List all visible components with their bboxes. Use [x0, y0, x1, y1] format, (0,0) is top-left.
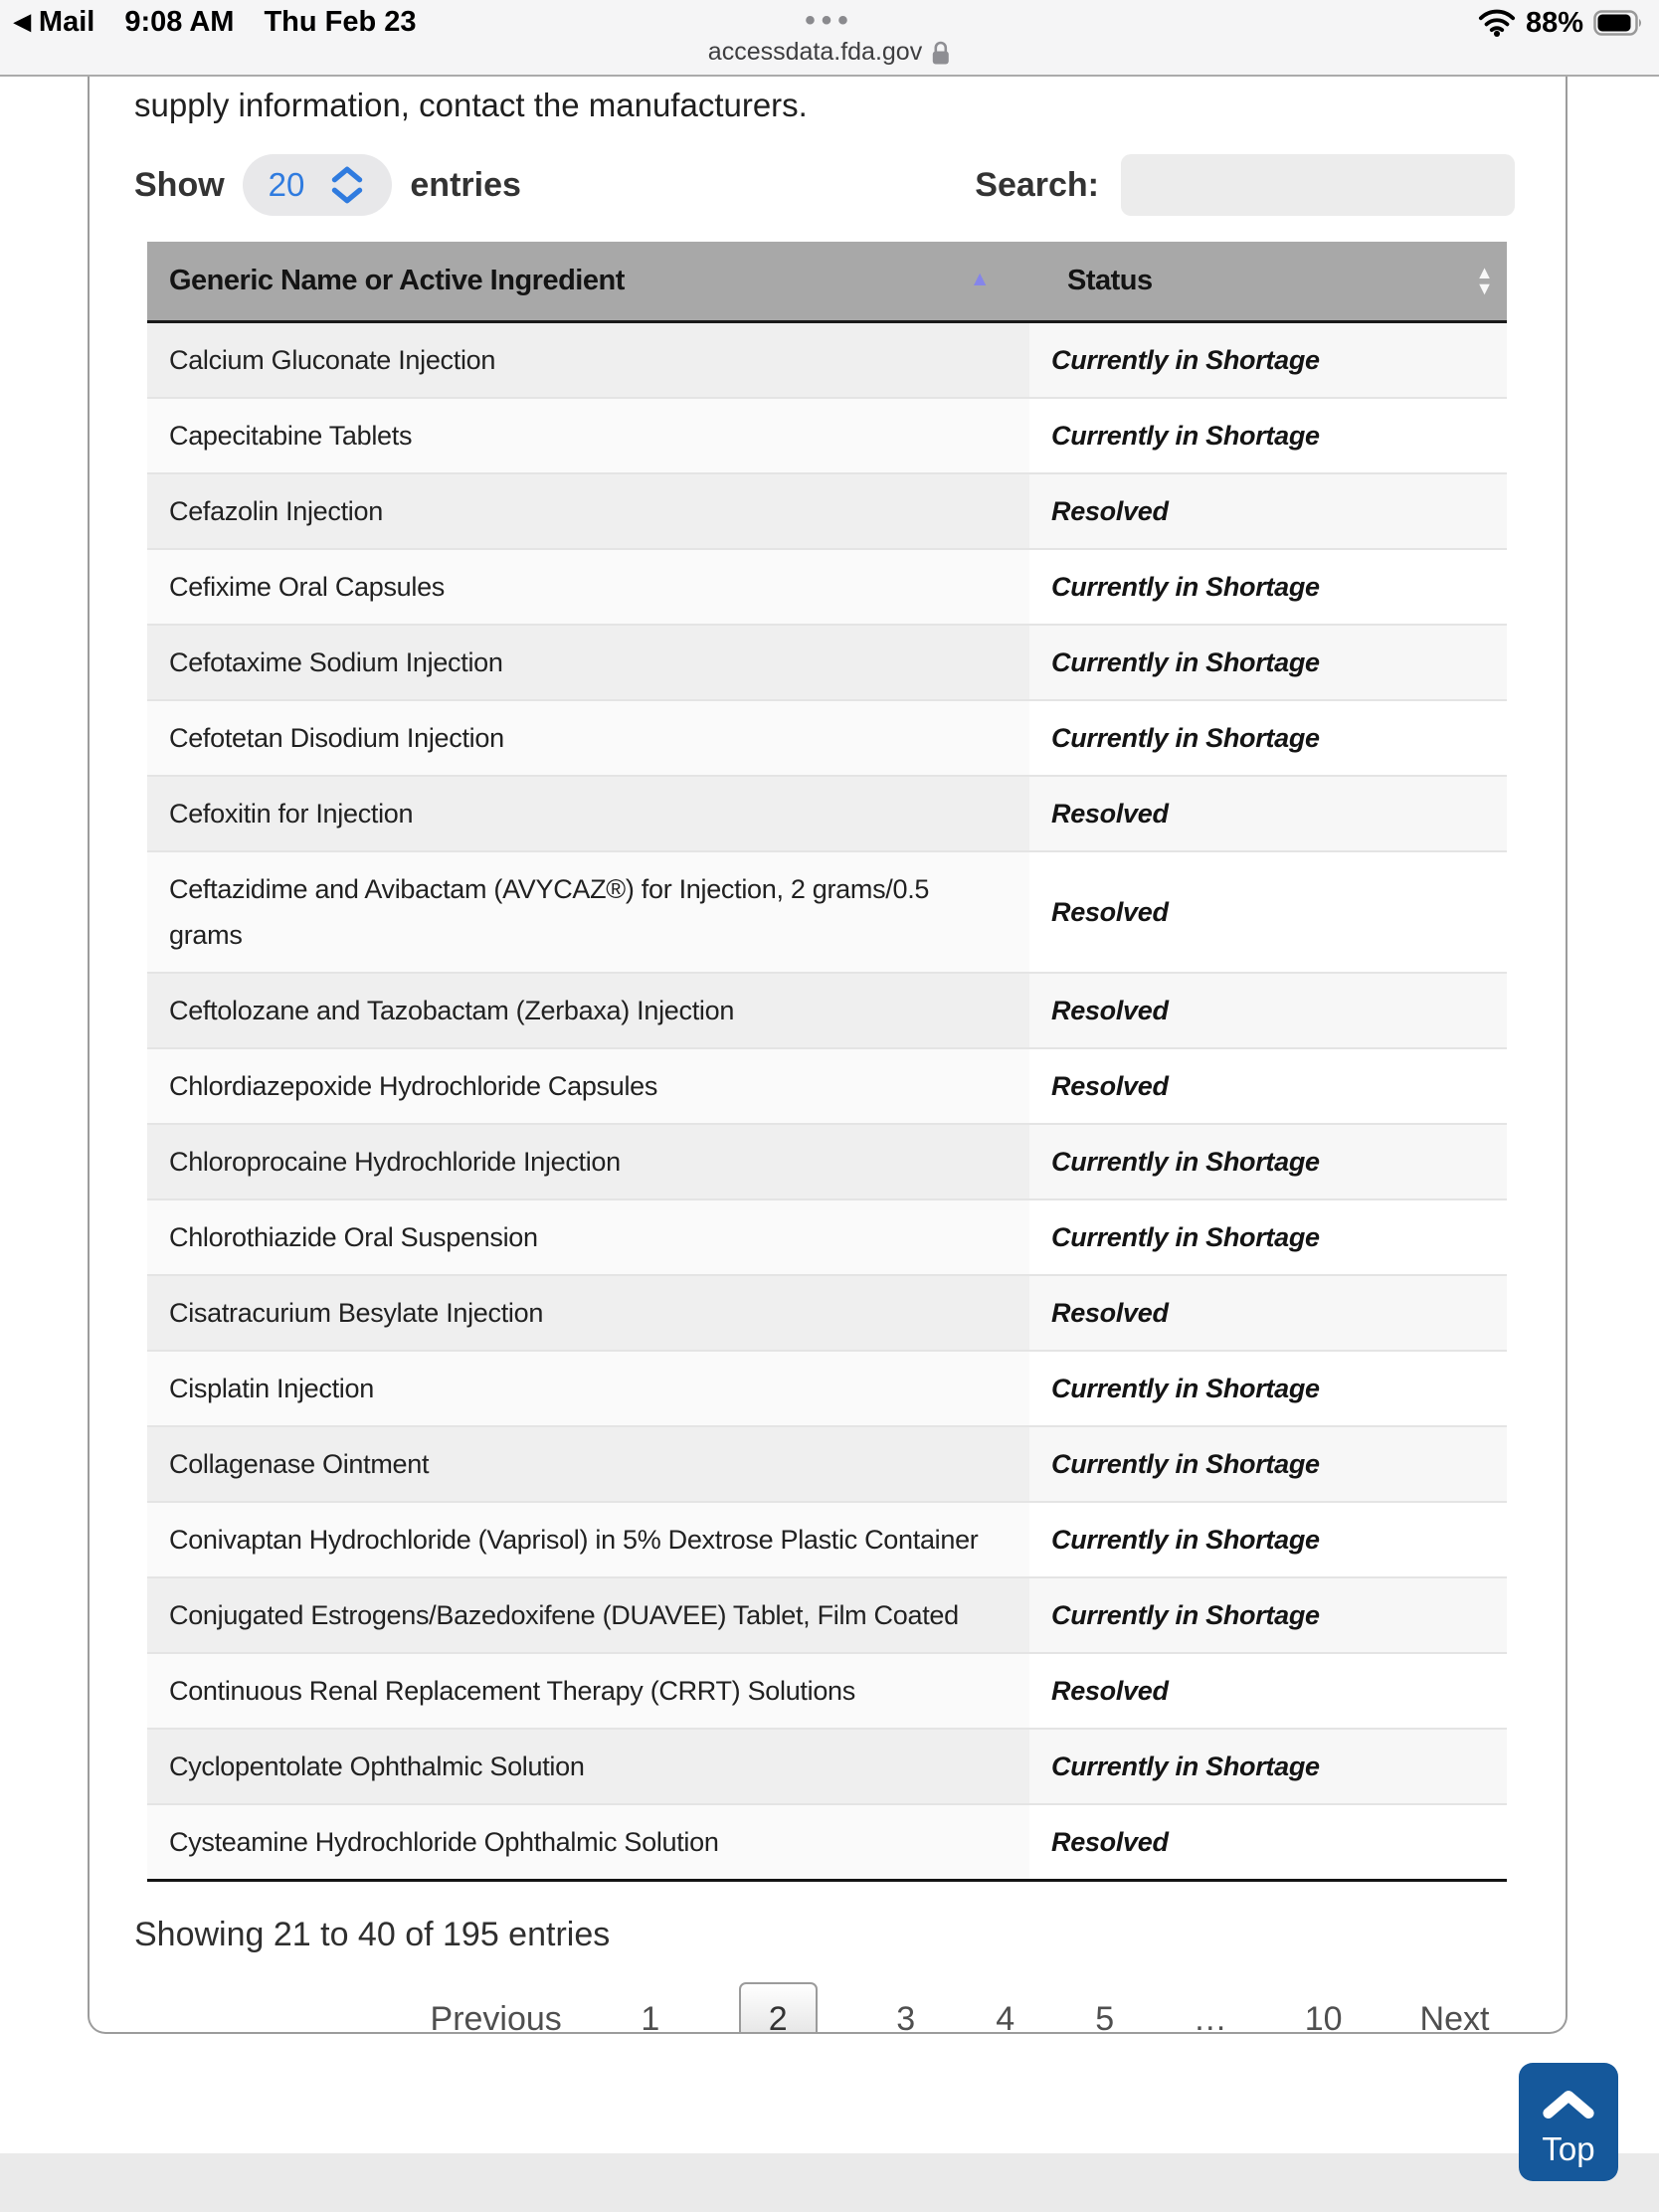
status-cell: Currently in Shortage: [1029, 1426, 1507, 1502]
table-row: [147, 700, 1507, 776]
table-row: [147, 1124, 1507, 1199]
top-button-label: Top: [1542, 2130, 1595, 2167]
drug-name-cell: Cefoxitin for Injection: [147, 776, 1029, 851]
search-input[interactable]: [1121, 154, 1515, 216]
shortage-table: [147, 242, 1507, 1882]
status-bar: [0, 0, 1659, 77]
status-cell: Currently in Shortage: [1029, 1124, 1507, 1199]
pagination: [222, 1982, 1567, 2035]
url-bar[interactable]: [708, 38, 951, 67]
table-row: [147, 473, 1507, 549]
page-size-group: [134, 154, 521, 216]
table-row: [147, 1199, 1507, 1275]
page-number-button[interactable]: 1: [641, 1999, 660, 2034]
page-number-button[interactable]: 3: [896, 1999, 916, 2034]
page-number-button[interactable]: …: [1193, 1999, 1227, 2034]
sort-both-icon: ▲ ▼: [1475, 263, 1493, 299]
drug-name-cell: Conivaptan Hydrochloride (Vaprisol) in 5% Dextrose Plastic Container: [147, 1502, 1029, 1577]
table-row: [147, 1653, 1507, 1729]
drug-name-cell: Calcium Gluconate Injection: [147, 321, 1029, 398]
drug-name-cell: Cefixime Oral Capsules: [147, 549, 1029, 625]
status-cell: Resolved: [1029, 1048, 1507, 1124]
drug-name-cell: Cefotetan Disodium Injection: [147, 700, 1029, 776]
table-row: [147, 321, 1507, 398]
table-row: [147, 1804, 1507, 1881]
page-number-button[interactable]: 2: [739, 1982, 818, 2035]
show-label: Show: [134, 165, 225, 204]
column-header-generic-name[interactable]: Generic Name or Active Ingredient ▲: [147, 242, 1029, 321]
page-number-list: [640, 1982, 1343, 2035]
status-cell: Currently in Shortage: [1029, 1577, 1507, 1653]
sort-ascending-icon: ▲: [969, 268, 990, 291]
status-cell: Currently in Shortage: [1029, 1351, 1507, 1426]
status-cell: Currently in Shortage: [1029, 549, 1507, 625]
drug-name-cell: Chloroprocaine Hydrochloride Injection: [147, 1124, 1029, 1199]
chevron-up-icon: [1540, 2087, 1597, 2120]
content-card: [88, 77, 1567, 2034]
table-row: [147, 1351, 1507, 1426]
drug-name-cell: Cefazolin Injection: [147, 473, 1029, 549]
drug-name-cell: Ceftazidime and Avibactam (AVYCAZ®) for Injection, 2 grams/0.5 grams: [147, 851, 1029, 973]
back-arrow-icon: ◀: [14, 9, 31, 34]
drug-name-cell: Chlordiazepoxide Hydrochloride Capsules: [147, 1048, 1029, 1124]
status-bar-right: [1478, 6, 1643, 40]
wifi-icon: [1478, 8, 1516, 38]
status-cell: Resolved: [1029, 1653, 1507, 1729]
drug-name-cell: Cisatracurium Besylate Injection: [147, 1275, 1029, 1351]
search-group: [975, 154, 1515, 216]
drug-name-cell: Ceftolozane and Tazobactam (Zerbaxa) Injection: [147, 973, 1029, 1048]
table-row: [147, 1577, 1507, 1653]
date-label: Thu Feb 23: [264, 5, 417, 38]
status-cell: Currently in Shortage: [1029, 1729, 1507, 1804]
drug-name-cell: Capecitabine Tablets: [147, 398, 1029, 473]
status-cell: Currently in Shortage: [1029, 625, 1507, 700]
drug-name-cell: Conjugated Estrogens/Bazedoxifene (DUAVEE) Tablet, Film Coated: [147, 1577, 1029, 1653]
table-row: [147, 398, 1507, 473]
entries-label: entries: [410, 165, 521, 204]
table-row: [147, 973, 1507, 1048]
page-number-button[interactable]: 5: [1095, 1999, 1115, 2034]
status-cell: Currently in Shortage: [1029, 398, 1507, 473]
drug-name-cell: Chlorothiazide Oral Suspension: [147, 1199, 1029, 1275]
tab-overview-dots[interactable]: •••: [805, 4, 854, 37]
page-number-button[interactable]: 10: [1304, 1999, 1343, 2034]
table-row: [147, 549, 1507, 625]
table-row: [147, 625, 1507, 700]
battery-icon: [1593, 10, 1643, 36]
back-app-label: Mail: [38, 5, 95, 38]
status-cell: Currently in Shortage: [1029, 321, 1507, 398]
search-label: Search:: [975, 165, 1099, 204]
column-header-status[interactable]: Status ▲ ▼: [1029, 242, 1507, 321]
status-bar-left: [14, 5, 417, 39]
page-size-select[interactable]: [243, 154, 393, 216]
url-text: accessdata.fda.gov: [707, 38, 923, 66]
battery-percent-label: 88%: [1525, 6, 1583, 39]
back-to-mail-button[interactable]: [14, 6, 94, 39]
table-row: [147, 1426, 1507, 1502]
select-chevrons-icon: [328, 164, 366, 206]
table-row: [147, 1729, 1507, 1804]
status-cell: Resolved: [1029, 776, 1507, 851]
table-row: [147, 1502, 1507, 1577]
table-row: [147, 1275, 1507, 1351]
table-header-row: [147, 242, 1507, 321]
table-row: [147, 851, 1507, 973]
status-cell: Resolved: [1029, 973, 1507, 1048]
status-cell: Resolved: [1029, 1804, 1507, 1881]
next-button[interactable]: Next: [1419, 1999, 1490, 2034]
drug-name-cell: Cyclopentolate Ophthalmic Solution: [147, 1729, 1029, 1804]
lock-icon: [931, 40, 951, 66]
status-cell: Resolved: [1029, 473, 1507, 549]
table-body: [147, 321, 1507, 1880]
table-row: [147, 776, 1507, 851]
drug-name-cell: Cefotaxime Sodium Injection: [147, 625, 1029, 700]
clock-label: 9:08 AM: [124, 5, 235, 38]
table-controls: [90, 154, 1566, 220]
page-size-value: 20: [268, 166, 305, 203]
status-cell: Currently in Shortage: [1029, 1502, 1507, 1577]
table-row: [147, 1048, 1507, 1124]
intro-text: supply information, contact the manufacturers.: [134, 87, 808, 123]
status-cell: Currently in Shortage: [1029, 1199, 1507, 1275]
drug-name-cell: Collagenase Ointment: [147, 1426, 1029, 1502]
status-cell: Currently in Shortage: [1029, 700, 1507, 776]
status-cell: Resolved: [1029, 1275, 1507, 1351]
top-button[interactable]: [1519, 2063, 1618, 2181]
drug-name-cell: Cysteamine Hydrochloride Ophthalmic Solution: [147, 1804, 1029, 1881]
previous-button[interactable]: Previous: [430, 1999, 562, 2034]
status-cell: Resolved: [1029, 851, 1507, 973]
showing-entries-text: Showing 21 to 40 of 195 entries: [134, 1915, 611, 1953]
drug-name-cell: Cisplatin Injection: [147, 1351, 1029, 1426]
drug-name-cell: Continuous Renal Replacement Therapy (CRRT) Solutions: [147, 1653, 1029, 1729]
bottom-band: [0, 2153, 1659, 2212]
page-number-button[interactable]: 4: [996, 1999, 1015, 2034]
